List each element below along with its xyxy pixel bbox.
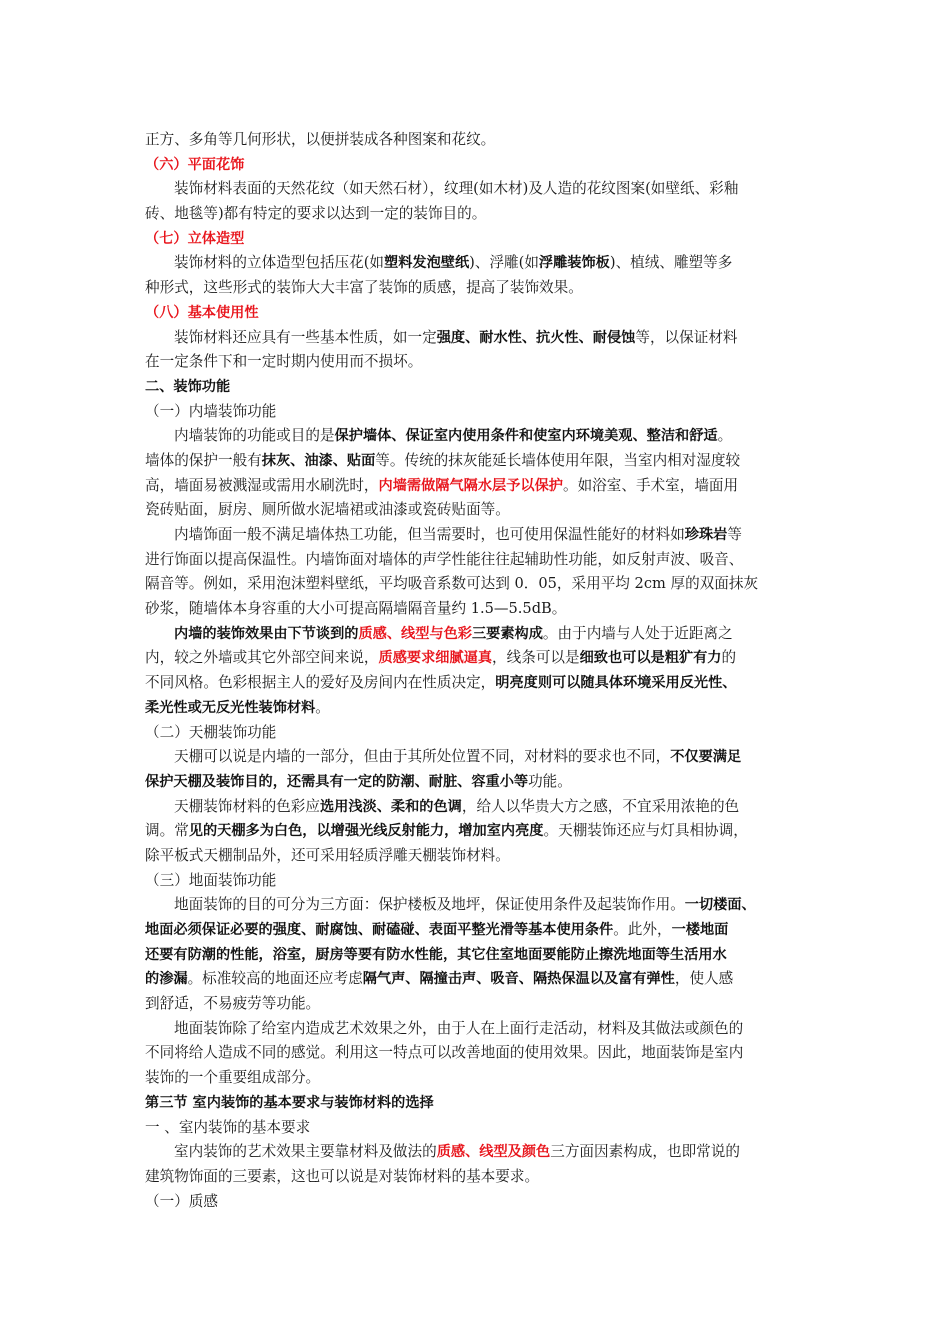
paragraph-line: 地面装饰的目的可分为三方面：保护楼板及地坪，保证使用条件及起装饰作用。一切楼面、 bbox=[174, 896, 756, 914]
paragraph-line: 地面装饰除了给室内造成艺术效果之外，由于人在上面行走活动，材料及其做法或颜色的 bbox=[174, 1019, 744, 1037]
paragraph-line: 建筑物饰面的三要素，这也可以说是对装饰材料的基本要求。 bbox=[145, 1167, 540, 1185]
subsection-heading: （一）质感 bbox=[145, 1192, 218, 1210]
paragraph-line: 不同将给人造成不同的感觉。利用这一特点可以改善地面的使用效果。因此，地面装饰是室内 bbox=[145, 1044, 744, 1062]
paragraph-line: 装饰材料的立体造型包括压花(如塑料发泡壁纸)、浮雕(如浮雕装饰板)、植绒、雕塑等多 bbox=[174, 254, 733, 272]
section-title: 第三节 室内装饰的基本要求与装饰材料的选择 bbox=[145, 1094, 434, 1111]
paragraph-line: 装饰材料还应具有一些基本性质，如一定强度、耐水性、抗火性、耐侵蚀等，以保证材料 bbox=[174, 328, 738, 346]
paragraph-line: 装饰的一个重要组成部分。 bbox=[145, 1069, 321, 1087]
paragraph-line: 调。常见的天棚多为白色，以增强光线反射能力，增加室内亮度。天棚装饰还应与灯具相协调， bbox=[145, 822, 748, 840]
paragraph-line: 内墙装饰的功能或目的是保护墙体、保证室内使用条件和使室内环境美观、整洁和舒适。 bbox=[174, 427, 733, 445]
paragraph-line: 装饰材料表面的天然花纹（如天然石材），纹理(如木材)及人造的花纹图案(如壁纸、彩釉 bbox=[174, 180, 739, 198]
paragraph-line: 天棚装饰材料的色彩应选用浅淡、柔和的色调，给人以华贵大方之感，不宜采用浓艳的色 bbox=[174, 797, 740, 815]
section-heading: （六）平面花饰 bbox=[145, 156, 245, 173]
document-page bbox=[145, 128, 817, 1214]
paragraph-line: 种形式，这些形式的装饰大大丰富了装饰的质感，提高了装饰效果。 bbox=[145, 279, 583, 297]
paragraph-line: 砖、地毯等)都有特定的要求以达到一定的装饰目的。 bbox=[145, 205, 487, 223]
paragraph-line: 到舒适，不易疲劳等功能。 bbox=[145, 995, 321, 1013]
paragraph-line: 室内装饰的艺术效果主要靠材料及做法的质感、线型及颜色三方面因素构成，也即常说的 bbox=[174, 1143, 740, 1161]
paragraph-line: 隔音等。例如，采用泡沫塑料壁纸，平均吸音系数可达到 0．05，采用平均 2cm 厚的双面抹灰 bbox=[145, 575, 759, 593]
paragraph-line: 进行饰面以提高保温性。内墙饰面对墙体的声学性能往往起辅助性功能，如反射声波、吸音、 bbox=[145, 550, 744, 568]
paragraph-line: 高，墙面易被溅湿或需用水刷洗时，内墙需做隔气隔水层予以保护。如浴室、手术室，墙面用 bbox=[145, 476, 739, 494]
paragraph-line: 内，较之外墙或其它外部空间来说，质感要求细腻逼真，线条可以是细致也可以是粗犷有力的 bbox=[145, 649, 737, 667]
paragraph-line: 柔光性或无反光性装饰材料。 bbox=[145, 698, 330, 716]
chapter-heading: 二、装饰功能 bbox=[145, 378, 231, 395]
paragraph-line: 保护天棚及装饰目的，还需具有一定的防潮、耐脏、容重小等功能。 bbox=[145, 772, 572, 790]
paragraph-line: 在一定条件下和一定时期内使用而不损坏。 bbox=[145, 353, 423, 371]
paragraph-line: 砂浆，随墙体本身容重的大小可提高隔墙隔音量约 1.5—5.5dB。 bbox=[145, 600, 567, 618]
paragraph-line: 的渗漏。标准较高的地面还应考虑隔气声、隔撞击声、吸音、隔热保温以及富有弹性，使人感 bbox=[145, 970, 734, 988]
text-line: 正方、多角等几何形状，以便拼装成各种图案和花纹。 bbox=[145, 131, 496, 148]
paragraph-line: 瓷砖贴面，厨房、厕所做水泥墙裙或油漆或瓷砖贴面等。 bbox=[145, 501, 510, 519]
paragraph-line: 除平板式天棚制品外，还可采用轻质浮雕天棚装饰材料。 bbox=[145, 846, 510, 864]
subsection-heading: （一）内墙装饰功能 bbox=[145, 402, 277, 420]
paragraph-line: 墙体的保护一般有抹灰、油漆、贴面等。传统的抹灰能延长墙体使用年限，当室内相对湿度较 bbox=[145, 451, 741, 469]
paragraph-line: 内墙的装饰效果由下节谈到的质感、线型与色彩三要素构成。由于内墙与人处于近距离之 bbox=[174, 624, 733, 642]
paragraph-line: 还要有防潮的性能，浴室，厨房等要有防水性能，其它住室地面要能防止擦洗地面等生活用水 bbox=[145, 946, 727, 963]
paragraph-line: 内墙饰面一般不满足墙体热工功能，但当需要时，也可使用保温性能好的材料如珍珠岩等 bbox=[174, 526, 742, 543]
subsection-heading: 一 、室内装饰的基本要求 bbox=[145, 1118, 311, 1136]
subsection-heading: （三）地面装饰功能 bbox=[145, 871, 277, 889]
section-heading: （八）基本使用性 bbox=[145, 304, 259, 321]
paragraph-line: 天棚可以说是内墙的一部分，但由于其所处位置不同，对材料的要求也不同，不仅要满足 bbox=[174, 748, 742, 766]
subsection-heading: （二）天棚装饰功能 bbox=[145, 723, 277, 741]
section-heading: （七）立体造型 bbox=[145, 230, 245, 247]
paragraph-line: 不同风格。色彩根据主人的爱好及房间内在性质决定，明亮度则可以随具体环境采用反光性、 bbox=[145, 674, 737, 692]
paragraph-line: 地面必须保证必要的强度、耐腐蚀、耐磕碰、表面平整光滑等基本使用条件。此外，一楼地面 bbox=[145, 921, 729, 938]
